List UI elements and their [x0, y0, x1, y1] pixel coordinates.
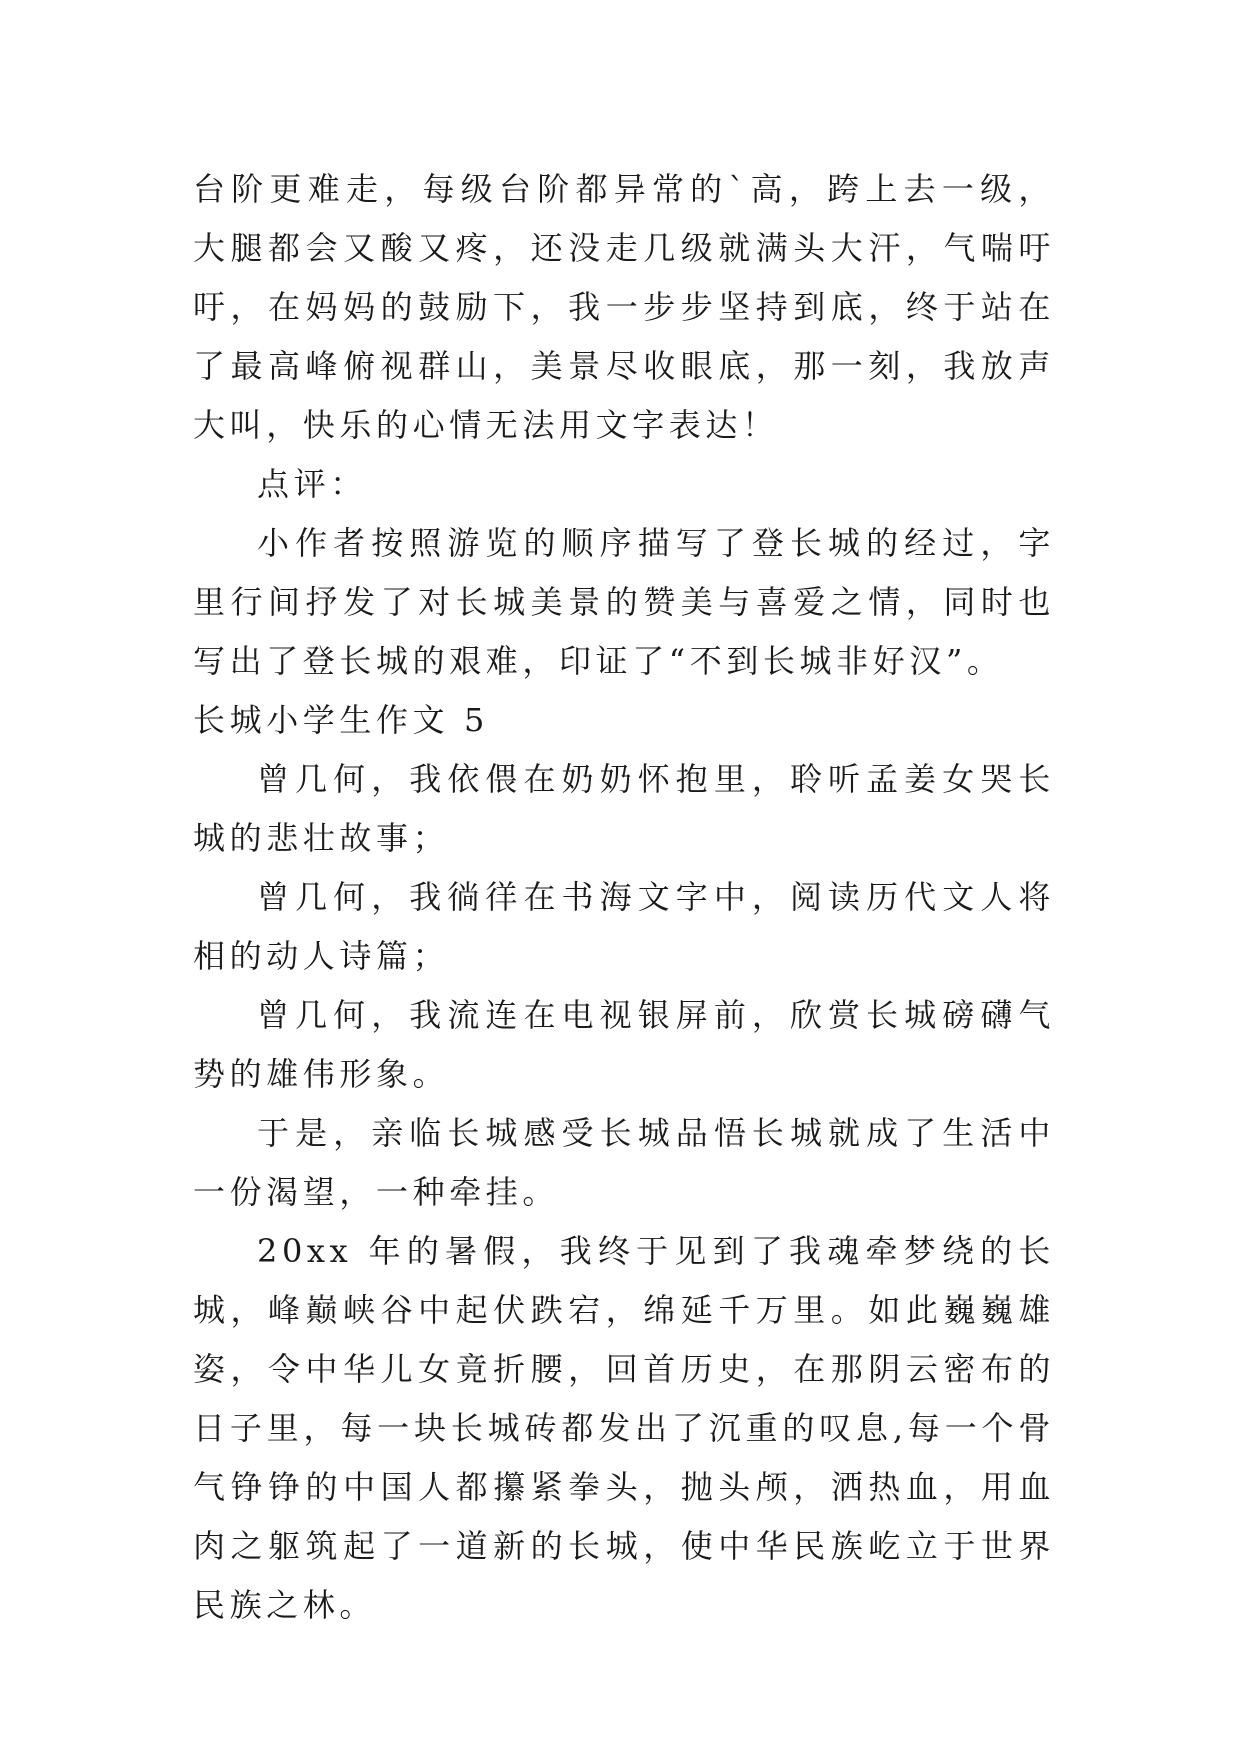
paragraph: 于是，亲临长城感受长城品悟长城就成了生活中一份渴望，一种牵挂。 — [193, 1114, 1055, 1211]
paragraph: 曾几何，我依偎在奶奶怀抱里，聆听孟姜女哭长城的悲壮故事； — [193, 760, 1055, 857]
paragraph-continued: 台阶更难走，每级台阶都异常的`高，跨上去一级，大腿都会又酸又疼，还没走几级就满头大汗，气喘吁吁，在妈妈的鼓励下，我一步步坚持到底，终于站在了最高峰俯视群山，美景尽收眼底，那一刻，我放声大叫，快乐的心情无法用文字表达！ — [193, 170, 1055, 444]
paragraph-comment-label: 点评： — [257, 465, 367, 503]
section-heading: 长城小学生作文 5 — [193, 701, 489, 739]
paragraph: 20xx 年的暑假，我终于见到了我魂牵梦绕的长城，峰巅峡谷中起伏跌宕，绵延千万里。如此巍巍雄姿，令中华儿女竟折腰，回首历史，在那阴云密布的日子里，每一块长城砖都发出了沉重的叹息,每一个骨气铮铮的中国人都攥紧拳头，抛头颅，洒热血，用血肉之躯筑起了一道新的长城，使中华民族屹立于世界民族之林。 — [193, 1232, 1055, 1624]
paragraph: 曾几何，我徜徉在书海文字中，阅读历代文人将相的动人诗篇； — [193, 878, 1055, 975]
document-page — [193, 160, 1055, 1635]
paragraph-comment: 小作者按照游览的顺序描写了登长城的经过，字里行间抒发了对长城美景的赞美与喜爱之情，同时也写出了登长城的艰难，印证了“不到长城非好汉”。 — [193, 524, 1055, 680]
paragraph: 曾几何，我流连在电视银屏前，欣赏长城磅礴气势的雄伟形象。 — [193, 996, 1055, 1093]
